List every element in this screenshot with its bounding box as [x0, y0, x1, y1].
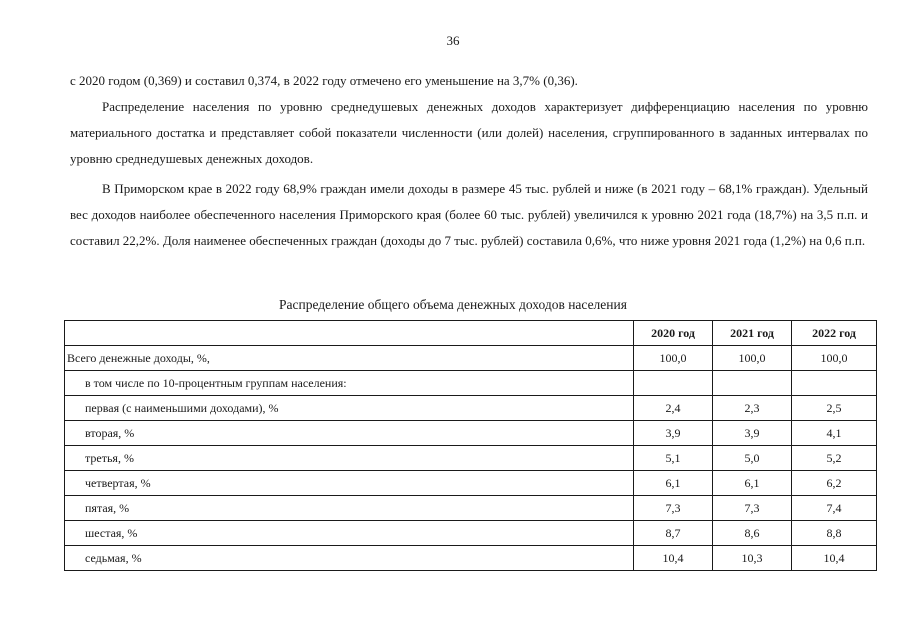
- table-cell: 3,9: [634, 421, 713, 446]
- row-label: в том числе по 10-процентным группам населения:: [65, 371, 634, 396]
- paragraph-income-distribution: Распределение населения по уровню среднедушевых денежных доходов характеризует дифференциацию населения по уровню материального достатка и представляет собой показатели численности (или долей) населения, сгруппированного в заданных интервалах по уровню среднедушевых денежных доходов.: [70, 99, 868, 166]
- table-cell: 5,0: [713, 446, 792, 471]
- row-label: третья, %: [65, 446, 634, 471]
- table-row: [65, 471, 877, 496]
- table-cell: 100,0: [634, 346, 713, 371]
- table-row: [65, 446, 877, 471]
- row-label: седьмая, %: [65, 546, 634, 571]
- table-cell: [713, 371, 792, 396]
- paragraph-primorsky-krai: В Приморском крае в 2022 году 68,9% граждан имели доходы в размере 45 тыс. рублей и ниже (в 2021 году – 68,1% граждан). Удельный вес доходов наиболее обеспеченного населения Приморского края (более 60 тыс. рублей) увеличился к уровню 2021 года (18,7%) на 3,5 п.п. и составил 22,2%. Доля наименее обеспеченных граждан (доходы до 7 тыс. рублей) составила 0,6%, что ниже уровня 2021 года (1,2%) на 0,6 п.п.: [70, 181, 868, 248]
- table-row: [65, 546, 877, 571]
- row-label: Всего денежные доходы, %,: [65, 346, 634, 371]
- page-number: 36: [446, 33, 460, 48]
- table-cell: 8,7: [634, 521, 713, 546]
- table-cell: 10,3: [713, 546, 792, 571]
- table-cell: 7,3: [634, 496, 713, 521]
- income-distribution-table: [64, 320, 877, 571]
- table-row: [65, 346, 877, 371]
- table-cell: 6,1: [634, 471, 713, 496]
- table-header-cell: [65, 321, 634, 346]
- table-header-cell: 2020 год: [634, 321, 713, 346]
- table-cell: 6,1: [713, 471, 792, 496]
- table-cell: 10,4: [634, 546, 713, 571]
- table-row: [65, 521, 877, 546]
- table-cell: 7,3: [713, 496, 792, 521]
- table-row: [65, 396, 877, 421]
- table-cell: 7,4: [792, 496, 877, 521]
- table-row: [65, 421, 877, 446]
- row-label: шестая, %: [65, 521, 634, 546]
- row-label: вторая, %: [65, 421, 634, 446]
- table-row: [65, 496, 877, 521]
- table-cell: 100,0: [792, 346, 877, 371]
- table-cell: 100,0: [713, 346, 792, 371]
- table-header-cell: 2021 год: [713, 321, 792, 346]
- table-cell: 5,2: [792, 446, 877, 471]
- table-cell: [634, 371, 713, 396]
- table-cell: 5,1: [634, 446, 713, 471]
- table-cell: 3,9: [713, 421, 792, 446]
- table-header-cell: 2022 год: [792, 321, 877, 346]
- table-cell: 2,3: [713, 396, 792, 421]
- row-label: четвертая, %: [65, 471, 634, 496]
- table-cell: [792, 371, 877, 396]
- paragraph-continuation: с 2020 годом (0,369) и составил 0,374, в 2022 году отмечено его уменьшение на 3,7% (0,36).: [70, 73, 578, 88]
- table-cell: 8,8: [792, 521, 877, 546]
- table-cell: 2,5: [792, 396, 877, 421]
- row-label: первая (с наименьшими доходами), %: [65, 396, 634, 421]
- table-caption: Распределение общего объема денежных доходов населения: [279, 297, 627, 312]
- table-cell: 2,4: [634, 396, 713, 421]
- table-cell: 8,6: [713, 521, 792, 546]
- row-label: пятая, %: [65, 496, 634, 521]
- table-cell: 10,4: [792, 546, 877, 571]
- table-cell: 6,2: [792, 471, 877, 496]
- table-cell: 4,1: [792, 421, 877, 446]
- table-header-row: [65, 321, 877, 346]
- table-row: [65, 371, 877, 396]
